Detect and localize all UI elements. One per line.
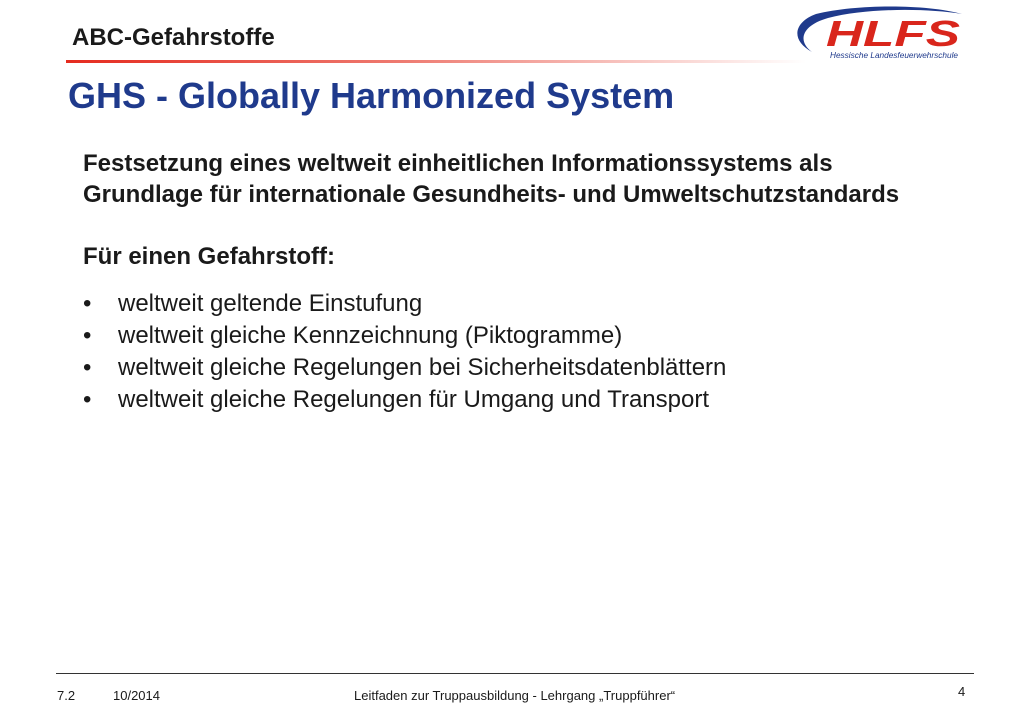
list-item — [83, 320, 983, 352]
lead-line: Festsetzung eines weltweit einheitlichen Informationssystems als — [83, 150, 833, 177]
list-item-text: weltweit gleiche Regelungen bei Sicherheitsdatenblättern — [118, 354, 727, 381]
footer-date: 10/2014 — [113, 688, 160, 703]
hlfs-logo — [786, 6, 968, 62]
logo-subtitle: Hessische Landesfeuerwehrschule — [830, 51, 959, 60]
bullet-icon: • — [83, 386, 92, 413]
page-number: 4 — [958, 684, 966, 699]
subheading: Für einen Gefahrstoff: — [83, 243, 336, 270]
list-item-text: weltweit gleiche Regelungen für Umgang und Transport — [118, 386, 710, 413]
lead-line: Grundlage für internationale Gesundheits- und Umweltschutzstandards — [83, 181, 900, 208]
list-item — [83, 352, 983, 384]
footer-divider — [56, 673, 974, 674]
logo-wordmark: HLFS — [826, 13, 960, 54]
bullet-icon: • — [83, 290, 92, 317]
list-item-text: weltweit gleiche Kennzeichnung (Piktogramme) — [118, 322, 623, 349]
bullet-icon: • — [83, 322, 92, 349]
header-accent-line — [66, 60, 806, 63]
lead-paragraph — [83, 148, 1003, 210]
footer-course: Leitfaden zur Truppausbildung - Lehrgang „Truppführer“ — [354, 688, 676, 703]
list-item — [83, 384, 983, 416]
bullet-icon: • — [83, 354, 92, 381]
list-item-text: weltweit geltende Einstufung — [118, 290, 423, 317]
list-item — [83, 288, 983, 320]
slide-title: GHS - Globally Harmonized System — [68, 75, 675, 116]
bullet-list — [83, 288, 983, 416]
footer-chapter: 7.2 — [57, 688, 76, 703]
section-title: ABC-Gefahrstoffe — [72, 24, 275, 51]
